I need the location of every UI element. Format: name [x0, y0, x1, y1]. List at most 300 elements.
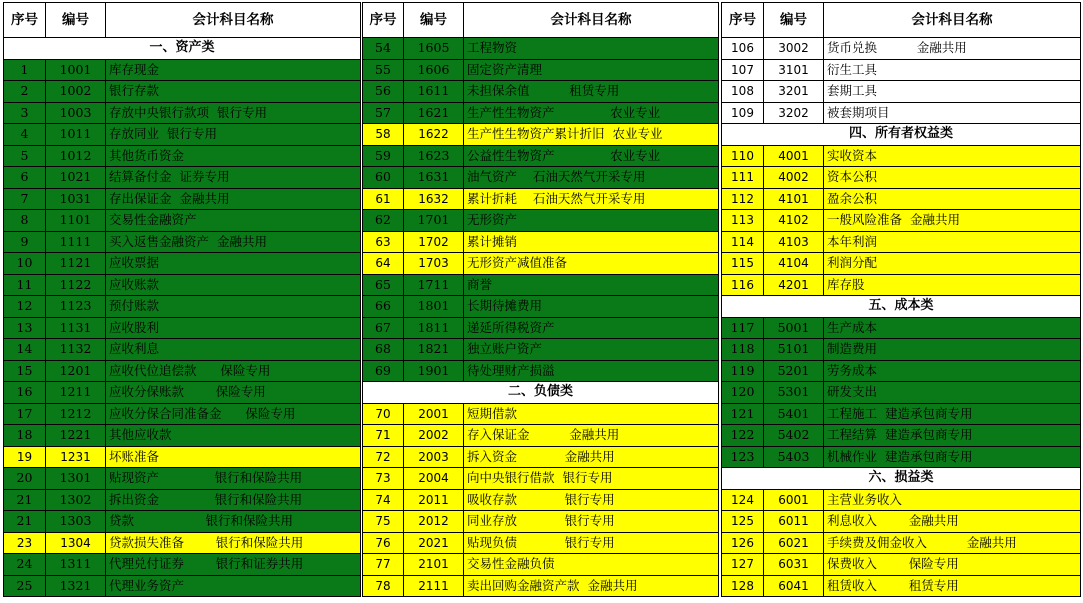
account-row	[363, 59, 719, 81]
name-cell: 累计摊销	[464, 231, 719, 253]
code-cell: 1311	[46, 554, 106, 576]
code-cell: 1132	[46, 339, 106, 361]
account-row	[363, 253, 719, 275]
account-row	[4, 124, 361, 146]
header-seq: 序号	[722, 3, 764, 38]
code-cell: 1622	[404, 124, 464, 146]
seq-cell: 65	[363, 274, 404, 296]
code-cell: 1301	[46, 468, 106, 490]
seq-cell: 72	[363, 446, 404, 468]
seq-cell: 59	[363, 145, 404, 167]
account-row	[4, 145, 361, 167]
seq-cell: 58	[363, 124, 404, 146]
account-row	[722, 446, 1081, 468]
name-cell: 同业存放 银行专用	[464, 511, 719, 533]
name-cell: 固定资产清理	[464, 59, 719, 81]
seq-cell: 25	[4, 575, 46, 597]
seq-cell: 67	[363, 317, 404, 339]
account-row	[722, 317, 1081, 339]
account-row	[4, 575, 361, 597]
seq-cell: 12	[4, 296, 46, 318]
seq-cell: 78	[363, 575, 404, 597]
code-cell: 1221	[46, 425, 106, 447]
code-cell: 5301	[764, 382, 824, 404]
seq-cell: 66	[363, 296, 404, 318]
code-cell: 3202	[764, 102, 824, 124]
header-name: 会计科目名称	[464, 3, 719, 38]
seq-cell: 1	[4, 59, 46, 81]
accounts-table	[3, 2, 361, 597]
account-row	[4, 511, 361, 533]
name-cell: 贷款损失准备 银行和保险共用	[106, 532, 361, 554]
account-row	[722, 489, 1081, 511]
code-cell: 4201	[764, 274, 824, 296]
account-row	[722, 360, 1081, 382]
seq-cell: 117	[722, 317, 764, 339]
name-cell: 累计折耗 石油天然气开采专用	[464, 188, 719, 210]
account-row	[722, 532, 1081, 554]
account-row	[363, 102, 719, 124]
section-title: 二、负债类	[363, 382, 719, 404]
seq-cell: 7	[4, 188, 46, 210]
header-row	[363, 3, 719, 38]
account-row	[4, 532, 361, 554]
seq-cell: 23	[4, 532, 46, 554]
name-cell: 其他应收款	[106, 425, 361, 447]
account-row	[722, 167, 1081, 189]
name-cell: 吸收存款 银行专用	[464, 489, 719, 511]
name-cell: 应收利息	[106, 339, 361, 361]
name-cell: 待处理财产损溢	[464, 360, 719, 382]
seq-cell: 71	[363, 425, 404, 447]
account-row	[722, 511, 1081, 533]
code-cell: 2101	[404, 554, 464, 576]
code-cell: 1002	[46, 81, 106, 103]
name-cell: 拆入资金 金融共用	[464, 446, 719, 468]
seq-cell: 21	[4, 489, 46, 511]
seq-cell: 62	[363, 210, 404, 232]
code-cell: 5401	[764, 403, 824, 425]
account-row	[363, 188, 719, 210]
account-row	[363, 81, 719, 103]
seq-cell: 9	[4, 231, 46, 253]
code-cell: 1001	[46, 59, 106, 81]
code-cell: 5402	[764, 425, 824, 447]
seq-cell: 127	[722, 554, 764, 576]
name-cell: 工程结算 建造承包商专用	[824, 425, 1081, 447]
code-cell: 6021	[764, 532, 824, 554]
seq-cell: 128	[722, 575, 764, 597]
seq-cell: 74	[363, 489, 404, 511]
account-row	[363, 511, 719, 533]
name-cell: 无形资产	[464, 210, 719, 232]
name-cell: 递延所得税资产	[464, 317, 719, 339]
account-row	[4, 317, 361, 339]
name-cell: 存出保证金 金融共用	[106, 188, 361, 210]
seq-cell: 18	[4, 425, 46, 447]
account-row	[722, 253, 1081, 275]
seq-cell: 17	[4, 403, 46, 425]
account-row	[4, 296, 361, 318]
seq-cell: 64	[363, 253, 404, 275]
name-cell: 应收分保账款 保险专用	[106, 382, 361, 404]
name-cell: 一般风险准备 金融共用	[824, 210, 1081, 232]
account-row	[363, 489, 719, 511]
section-row	[722, 296, 1081, 318]
seq-cell: 121	[722, 403, 764, 425]
code-cell: 5403	[764, 446, 824, 468]
code-cell: 6041	[764, 575, 824, 597]
account-row	[722, 81, 1081, 103]
accounts-table-right	[721, 2, 1081, 597]
name-cell: 应收票据	[106, 253, 361, 275]
seq-cell: 73	[363, 468, 404, 490]
seq-cell: 16	[4, 382, 46, 404]
code-cell: 2011	[404, 489, 464, 511]
code-cell: 4101	[764, 188, 824, 210]
code-cell: 4103	[764, 231, 824, 253]
account-row	[363, 425, 719, 447]
name-cell: 向中央银行借款 银行专用	[464, 468, 719, 490]
name-cell: 油气资产 石油天然气开采专用	[464, 167, 719, 189]
account-row	[363, 210, 719, 232]
account-row	[363, 38, 719, 60]
code-cell: 1304	[46, 532, 106, 554]
code-cell: 2002	[404, 425, 464, 447]
name-cell: 存放同业 银行专用	[106, 124, 361, 146]
seq-cell: 6	[4, 167, 46, 189]
code-cell: 1031	[46, 188, 106, 210]
code-cell: 4104	[764, 253, 824, 275]
account-row	[4, 403, 361, 425]
code-cell: 1101	[46, 210, 106, 232]
name-cell: 盈余公积	[824, 188, 1081, 210]
account-row	[722, 188, 1081, 210]
header-name: 会计科目名称	[824, 3, 1081, 38]
name-cell: 短期借款	[464, 403, 719, 425]
name-cell: 应收股利	[106, 317, 361, 339]
name-cell: 应收代位追偿款 保险专用	[106, 360, 361, 382]
code-cell: 5201	[764, 360, 824, 382]
account-row	[4, 425, 361, 447]
account-row	[363, 124, 719, 146]
account-row	[4, 231, 361, 253]
code-cell: 6011	[764, 511, 824, 533]
code-cell: 1901	[404, 360, 464, 382]
seq-cell: 10	[4, 253, 46, 275]
name-cell: 保费收入 保险专用	[824, 554, 1081, 576]
seq-cell: 24	[4, 554, 46, 576]
name-cell: 资本公积	[824, 167, 1081, 189]
code-cell: 1605	[404, 38, 464, 60]
code-cell: 2004	[404, 468, 464, 490]
code-cell: 3101	[764, 59, 824, 81]
seq-cell: 68	[363, 339, 404, 361]
code-cell: 6001	[764, 489, 824, 511]
code-cell: 1703	[404, 253, 464, 275]
seq-cell: 19	[4, 446, 46, 468]
code-cell: 1003	[46, 102, 106, 124]
code-cell: 1611	[404, 81, 464, 103]
name-cell: 商誉	[464, 274, 719, 296]
name-cell: 被套期项目	[824, 102, 1081, 124]
seq-cell: 3	[4, 102, 46, 124]
account-row	[722, 274, 1081, 296]
name-cell: 贴现资产 银行和保险共用	[106, 468, 361, 490]
code-cell: 1121	[46, 253, 106, 275]
name-cell: 租赁收入 租赁专用	[824, 575, 1081, 597]
code-cell: 1702	[404, 231, 464, 253]
code-cell: 1212	[46, 403, 106, 425]
header-code: 编号	[46, 3, 106, 38]
seq-cell: 14	[4, 339, 46, 361]
account-row	[722, 59, 1081, 81]
seq-cell: 118	[722, 339, 764, 361]
code-cell: 1303	[46, 511, 106, 533]
code-cell: 1011	[46, 124, 106, 146]
seq-cell: 13	[4, 317, 46, 339]
code-cell: 1632	[404, 188, 464, 210]
name-cell: 利息收入 金融共用	[824, 511, 1081, 533]
seq-cell: 124	[722, 489, 764, 511]
code-cell: 1211	[46, 382, 106, 404]
seq-cell: 60	[363, 167, 404, 189]
seq-cell: 119	[722, 360, 764, 382]
name-cell: 手续费及佣金收入 金融共用	[824, 532, 1081, 554]
account-row	[722, 339, 1081, 361]
name-cell: 主营业务收入	[824, 489, 1081, 511]
account-row	[722, 38, 1081, 60]
section-title: 一、资产类	[4, 38, 361, 60]
name-cell: 工程物资	[464, 38, 719, 60]
header-seq: 序号	[363, 3, 404, 38]
name-cell: 库存股	[824, 274, 1081, 296]
seq-cell: 76	[363, 532, 404, 554]
account-row	[722, 210, 1081, 232]
name-cell: 贷款 银行和保险共用	[106, 511, 361, 533]
name-cell: 交易性金融负债	[464, 554, 719, 576]
account-row	[722, 382, 1081, 404]
seq-cell: 120	[722, 382, 764, 404]
name-cell: 贴现负债 银行专用	[464, 532, 719, 554]
code-cell: 1021	[46, 167, 106, 189]
account-row	[4, 102, 361, 124]
seq-cell: 122	[722, 425, 764, 447]
code-cell: 1701	[404, 210, 464, 232]
name-cell: 预付账款	[106, 296, 361, 318]
name-cell: 存入保证金 金融共用	[464, 425, 719, 447]
header-row	[4, 3, 361, 38]
name-cell: 本年利润	[824, 231, 1081, 253]
code-cell: 4001	[764, 145, 824, 167]
section-title: 四、所有者权益类	[722, 124, 1081, 146]
account-row	[4, 382, 361, 404]
accounts-table-left	[3, 2, 361, 597]
account-row	[4, 489, 361, 511]
code-cell: 1621	[404, 102, 464, 124]
account-row	[4, 59, 361, 81]
seq-cell: 112	[722, 188, 764, 210]
seq-cell: 115	[722, 253, 764, 275]
account-row	[363, 317, 719, 339]
seq-cell: 109	[722, 102, 764, 124]
account-row	[722, 554, 1081, 576]
section-title: 六、损益类	[722, 468, 1081, 490]
name-cell: 卖出回购金融资产款 金融共用	[464, 575, 719, 597]
seq-cell: 55	[363, 59, 404, 81]
name-cell: 其他货币资金	[106, 145, 361, 167]
seq-cell: 114	[722, 231, 764, 253]
section-row	[4, 38, 361, 60]
name-cell: 利润分配	[824, 253, 1081, 275]
name-cell: 库存现金	[106, 59, 361, 81]
code-cell: 2021	[404, 532, 464, 554]
account-row	[4, 188, 361, 210]
name-cell: 研发支出	[824, 382, 1081, 404]
seq-cell: 110	[722, 145, 764, 167]
name-cell: 生产成本	[824, 317, 1081, 339]
account-row	[4, 274, 361, 296]
name-cell: 结算备付金 证券专用	[106, 167, 361, 189]
name-cell: 银行存款	[106, 81, 361, 103]
account-row	[4, 253, 361, 275]
name-cell: 无形资产减值准备	[464, 253, 719, 275]
seq-cell: 116	[722, 274, 764, 296]
code-cell: 2012	[404, 511, 464, 533]
seq-cell: 107	[722, 59, 764, 81]
name-cell: 存放中央银行款项 银行专用	[106, 102, 361, 124]
account-row	[363, 231, 719, 253]
code-cell: 1123	[46, 296, 106, 318]
account-row	[363, 167, 719, 189]
seq-cell: 56	[363, 81, 404, 103]
seq-cell: 69	[363, 360, 404, 382]
seq-cell: 8	[4, 210, 46, 232]
code-cell: 1111	[46, 231, 106, 253]
seq-cell: 125	[722, 511, 764, 533]
account-row	[363, 554, 719, 576]
seq-cell: 2	[4, 81, 46, 103]
section-title: 五、成本类	[722, 296, 1081, 318]
name-cell: 应收分保合同准备金 保险专用	[106, 403, 361, 425]
code-cell: 4002	[764, 167, 824, 189]
account-row	[363, 360, 719, 382]
name-cell: 交易性金融资产	[106, 210, 361, 232]
seq-cell: 63	[363, 231, 404, 253]
account-row	[4, 360, 361, 382]
seq-cell: 106	[722, 38, 764, 60]
name-cell: 生产性生物资产累计折旧 农业专业	[464, 124, 719, 146]
account-row	[722, 425, 1081, 447]
name-cell: 坏账准备	[106, 446, 361, 468]
seq-cell: 123	[722, 446, 764, 468]
code-cell: 2003	[404, 446, 464, 468]
account-row	[363, 145, 719, 167]
code-cell: 6031	[764, 554, 824, 576]
code-cell: 1631	[404, 167, 464, 189]
name-cell: 长期待摊费用	[464, 296, 719, 318]
account-row	[363, 403, 719, 425]
seq-cell: 54	[363, 38, 404, 60]
name-cell: 独立账户资产	[464, 339, 719, 361]
name-cell: 工程施工 建造承包商专用	[824, 403, 1081, 425]
seq-cell: 77	[363, 554, 404, 576]
account-row	[4, 167, 361, 189]
seq-cell: 70	[363, 403, 404, 425]
name-cell: 货币兑换 金融共用	[824, 38, 1081, 60]
accounts-table	[721, 2, 1081, 597]
code-cell: 5001	[764, 317, 824, 339]
code-cell: 1012	[46, 145, 106, 167]
name-cell: 生产性生物资产 农业专业	[464, 102, 719, 124]
account-row	[4, 554, 361, 576]
accounts-table-middle	[362, 2, 719, 597]
section-row	[722, 124, 1081, 146]
code-cell: 2001	[404, 403, 464, 425]
header-seq: 序号	[4, 3, 46, 38]
section-row	[722, 468, 1081, 490]
account-row	[363, 575, 719, 597]
code-cell: 1231	[46, 446, 106, 468]
account-row	[363, 532, 719, 554]
account-row	[722, 231, 1081, 253]
code-cell: 1302	[46, 489, 106, 511]
code-cell: 1711	[404, 274, 464, 296]
account-row	[363, 468, 719, 490]
seq-cell: 57	[363, 102, 404, 124]
code-cell: 1321	[46, 575, 106, 597]
account-row	[4, 81, 361, 103]
code-cell: 1122	[46, 274, 106, 296]
code-cell: 1201	[46, 360, 106, 382]
code-cell: 1821	[404, 339, 464, 361]
seq-cell: 61	[363, 188, 404, 210]
seq-cell: 5	[4, 145, 46, 167]
account-row	[4, 446, 361, 468]
seq-cell: 108	[722, 81, 764, 103]
code-cell: 5101	[764, 339, 824, 361]
header-code: 编号	[404, 3, 464, 38]
code-cell: 3002	[764, 38, 824, 60]
seq-cell: 20	[4, 468, 46, 490]
name-cell: 未担保余值 租赁专用	[464, 81, 719, 103]
seq-cell: 21	[4, 511, 46, 533]
account-row	[363, 339, 719, 361]
seq-cell: 111	[722, 167, 764, 189]
account-row	[363, 446, 719, 468]
seq-cell: 75	[363, 511, 404, 533]
accounts-table	[362, 2, 719, 597]
name-cell: 买入返售金融资产 金融共用	[106, 231, 361, 253]
account-row	[722, 145, 1081, 167]
code-cell: 3201	[764, 81, 824, 103]
code-cell: 2111	[404, 575, 464, 597]
account-row	[722, 403, 1081, 425]
header-row	[722, 3, 1081, 38]
seq-cell: 113	[722, 210, 764, 232]
name-cell: 制造费用	[824, 339, 1081, 361]
code-cell: 1131	[46, 317, 106, 339]
name-cell: 代理业务资产	[106, 575, 361, 597]
code-cell: 4102	[764, 210, 824, 232]
seq-cell: 11	[4, 274, 46, 296]
seq-cell: 4	[4, 124, 46, 146]
name-cell: 代理兑付证券 银行和证券共用	[106, 554, 361, 576]
name-cell: 公益性生物资产 农业专业	[464, 145, 719, 167]
code-cell: 1623	[404, 145, 464, 167]
account-row	[363, 274, 719, 296]
seq-cell: 126	[722, 532, 764, 554]
